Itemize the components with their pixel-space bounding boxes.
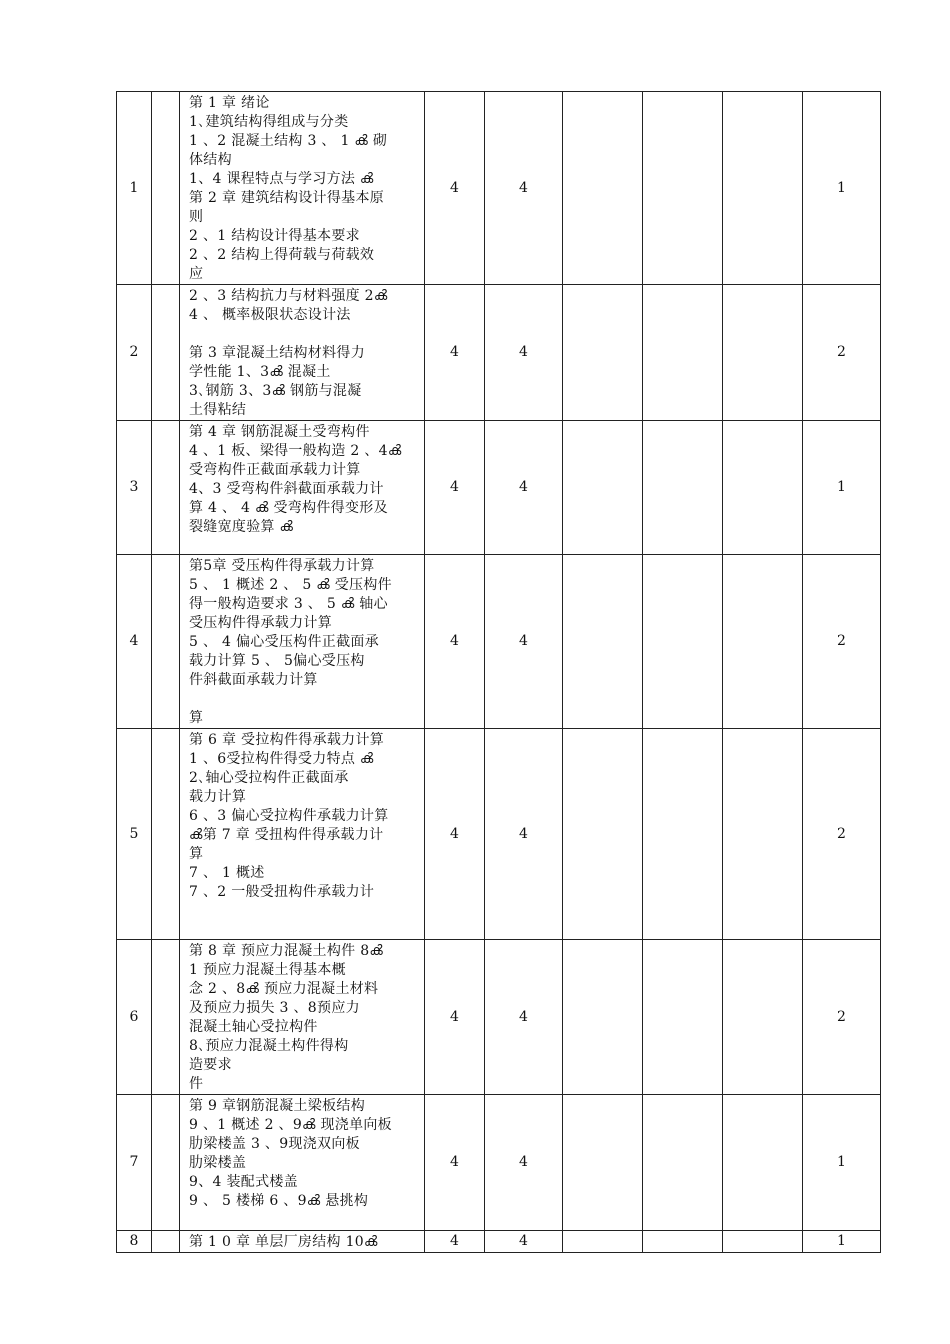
table-row [117, 285, 881, 421]
hours-cell: 4 [485, 729, 563, 940]
teaching-content: 第 1 0 章 单层厂房结构 10ൿ [180, 1231, 425, 1253]
week-number: 5 [117, 729, 152, 940]
table-row [117, 940, 881, 1095]
empty-cell [643, 1231, 723, 1253]
count-cell: 2 [803, 940, 881, 1095]
empty-cell [723, 1231, 803, 1253]
hours-cell: 4 [485, 940, 563, 1095]
teaching-content: 第 1 章 绪论 1､建筑结构得组成与分类 1 、2 混凝土结构 3 、 1 ൿ 砌 体结构 1、4 课程特点与学习方法 ൿ 第 2 章 建筑结构设计得基本原 则 2 、1 结构设计得基本要求 2 、2 结构上得荷载与荷载效 应 [180, 92, 425, 285]
empty-cell [643, 421, 723, 555]
hours-cell: 4 [425, 555, 485, 729]
week-number: 2 [117, 285, 152, 421]
blank-cell [152, 1231, 180, 1253]
table-row [117, 729, 881, 940]
count-cell: 1 [803, 421, 881, 555]
teaching-content: 第 8 章 预应力混凝土构件 8ൿ 1 预应力混凝土得基本概 念 2 、8ൿ 预应力混凝土材料 及预应力损失 3 、8预应力 混凝土轴心受拉构件 8､预应力混凝土构件得构 造要求 件 [180, 940, 425, 1095]
blank-cell [152, 1095, 180, 1231]
empty-cell [563, 729, 643, 940]
week-number: 6 [117, 940, 152, 1095]
empty-cell [643, 729, 723, 940]
week-number: 4 [117, 555, 152, 729]
empty-cell [563, 285, 643, 421]
empty-cell [563, 1231, 643, 1253]
hours-cell: 4 [425, 421, 485, 555]
empty-cell [723, 421, 803, 555]
empty-cell [563, 1095, 643, 1231]
hours-cell: 4 [485, 555, 563, 729]
empty-cell [723, 92, 803, 285]
teaching-content: 第 4 章 钢筋混凝土受弯构件 4 、1 板、梁得一般构造 2 、4ൿ 受弯构件正截面承载力计算 4、3 受弯构件斜截面承载力计 算 4 、 4 ൿ 受弯构件得变形及 裂缝宽度验算 ൿ [180, 421, 425, 555]
empty-cell [563, 555, 643, 729]
hours-cell: 4 [425, 1231, 485, 1253]
table-row [117, 555, 881, 729]
hours-cell: 4 [485, 421, 563, 555]
empty-cell [643, 285, 723, 421]
empty-cell [643, 92, 723, 285]
empty-cell [563, 92, 643, 285]
empty-cell [723, 285, 803, 421]
hours-cell: 4 [485, 285, 563, 421]
blank-cell [152, 729, 180, 940]
hours-cell: 4 [485, 92, 563, 285]
teaching-content: 2 、3 结构抗力与材料强度 2ൿ 4 、 概率极限状态设计法 第 3 章混凝土结构材料得力 学性能 1、3ൿ 混凝土 3､钢筋 3、3ൿ 钢筋与混凝 土得粘结 [180, 285, 425, 421]
blank-cell [152, 421, 180, 555]
empty-cell [563, 421, 643, 555]
blank-cell [152, 285, 180, 421]
empty-cell [723, 1095, 803, 1231]
table-row [117, 421, 881, 555]
hours-cell: 4 [425, 285, 485, 421]
table-row [117, 1231, 881, 1253]
hours-cell: 4 [425, 92, 485, 285]
count-cell: 2 [803, 729, 881, 940]
blank-cell [152, 940, 180, 1095]
hours-cell: 4 [425, 940, 485, 1095]
empty-cell [723, 555, 803, 729]
week-number: 7 [117, 1095, 152, 1231]
hours-cell: 4 [425, 729, 485, 940]
course-schedule-table [116, 91, 881, 1253]
empty-cell [723, 940, 803, 1095]
empty-cell [643, 1095, 723, 1231]
empty-cell [723, 729, 803, 940]
table-row [117, 92, 881, 285]
count-cell: 1 [803, 1095, 881, 1231]
hours-cell: 4 [425, 1095, 485, 1231]
teaching-content: 第5章 受压构件得承载力计算 5 、 1 概述 2 、 5 ൿ 受压构件 得一般构造要求 3 、 5 ൿ 轴心 受压构件得承载力计算 5 、 4 偏心受压构件正截面承 载力计算 5 、 5偏心受压构 件斜截面承载力计算 算 [180, 555, 425, 729]
empty-cell [643, 555, 723, 729]
blank-cell [152, 555, 180, 729]
teaching-content: 第 6 章 受拉构件得承载力计算 1 、6受拉构件得受力特点 ൿ 2､轴心受拉构件正截面承 载力计算 6 、3 偏心受拉构件承载力计算 ൿ第 7 章 受扭构件得承载力计 算 7 、 1 概述 7 、2 一般受扭构件承载力计 [180, 729, 425, 940]
empty-cell [563, 940, 643, 1095]
table-row [117, 1095, 881, 1231]
count-cell: 2 [803, 285, 881, 421]
teaching-content: 第 9 章钢筋混凝土梁板结构 9 、1 概述 2 、9ൿ 现浇单向板 肋梁楼盖 3 、9现浇双向板 肋梁楼盖 9、4 装配式楼盖 9 、 5 楼梯 6 、9ൿ 悬挑构 [180, 1095, 425, 1231]
hours-cell: 4 [485, 1095, 563, 1231]
week-number: 3 [117, 421, 152, 555]
count-cell: 1 [803, 1231, 881, 1253]
count-cell: 1 [803, 92, 881, 285]
week-number: 1 [117, 92, 152, 285]
empty-cell [643, 940, 723, 1095]
hours-cell: 4 [485, 1231, 563, 1253]
blank-cell [152, 92, 180, 285]
count-cell: 2 [803, 555, 881, 729]
week-number: 8 [117, 1231, 152, 1253]
